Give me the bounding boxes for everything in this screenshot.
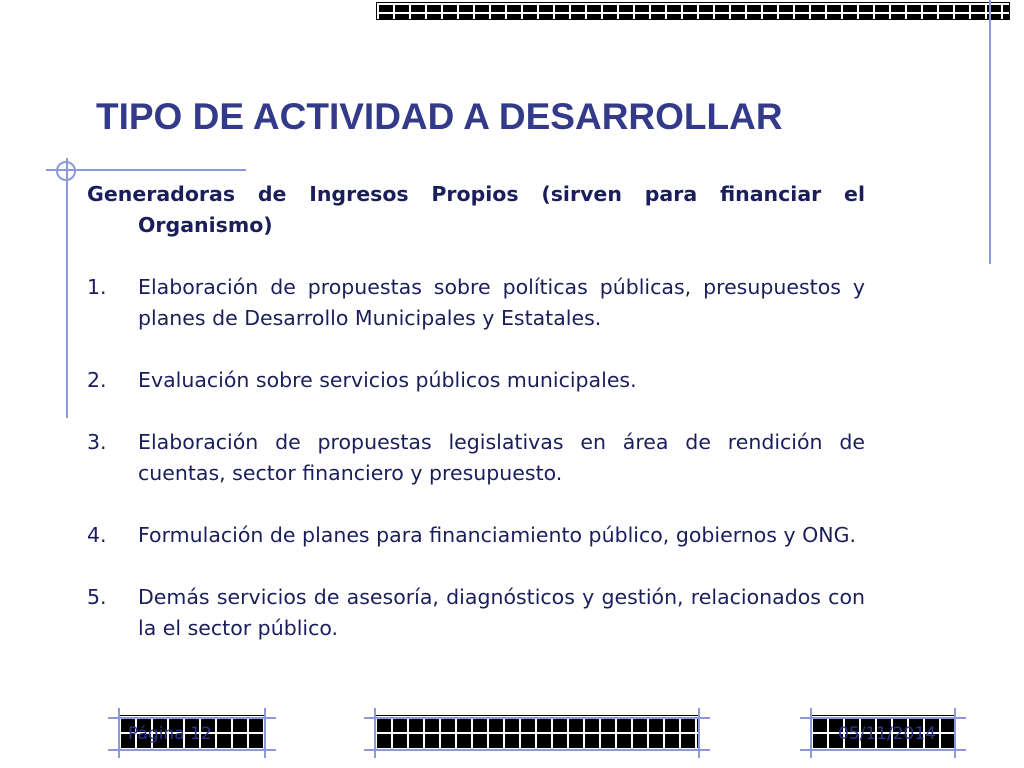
list-item-number: 1.: [87, 275, 107, 299]
list-item-text: Formulación de planes para financiamiento público, gobiernos y ONG.: [138, 523, 857, 547]
footer-date: 05/11/2014: [838, 724, 936, 744]
slide-body: [87, 179, 865, 675]
list-item-text: Elaboración de propuestas sobre políticas públicas, presupuestos y planes de Desarrollo Municipales y Estatales.: [138, 275, 865, 330]
footer-center-rule-top: [364, 717, 710, 719]
title-underline: [46, 169, 246, 171]
right-vertical-line: [989, 0, 991, 264]
list-item: [87, 520, 865, 551]
list-item: [87, 272, 865, 334]
list-item-text: Demás servicios de asesoría, diagnósticos y gestión, relacionados con la el sector público.: [138, 585, 865, 640]
footer-right-rule-top: [800, 717, 966, 719]
intro-heading: Generadoras de Ingresos Propios (sirven para financiar el Organismo): [87, 182, 865, 237]
page-title: TIPO DE ACTIVIDAD A DESARROLLAR: [96, 96, 783, 137]
footer-left-rule-top: [108, 717, 276, 719]
list-item: [87, 365, 865, 396]
left-vertical-line: [66, 158, 68, 418]
footer-right-rule-bottom: [800, 749, 966, 751]
list-item-number: 3.: [87, 430, 107, 454]
footer-left-rule-bottom: [108, 749, 276, 751]
top-checker-bar: [376, 2, 1010, 20]
footer-center-rule-bottom: [364, 749, 710, 751]
list-item: [87, 427, 865, 489]
decorative-ring: [56, 161, 76, 181]
page-number: Página 12: [128, 724, 212, 744]
list-item-number: 4.: [87, 523, 107, 547]
list-item-text: Elaboración de propuestas legislativas en área de rendición de cuentas, sector financiero y presupuesto.: [138, 430, 865, 485]
list-item-text: Evaluación sobre servicios públicos municipales.: [138, 368, 637, 392]
footer-center-checker: [374, 715, 700, 751]
list-item: [87, 582, 865, 644]
list-item-number: 5.: [87, 585, 107, 609]
list-item-number: 2.: [87, 368, 107, 392]
